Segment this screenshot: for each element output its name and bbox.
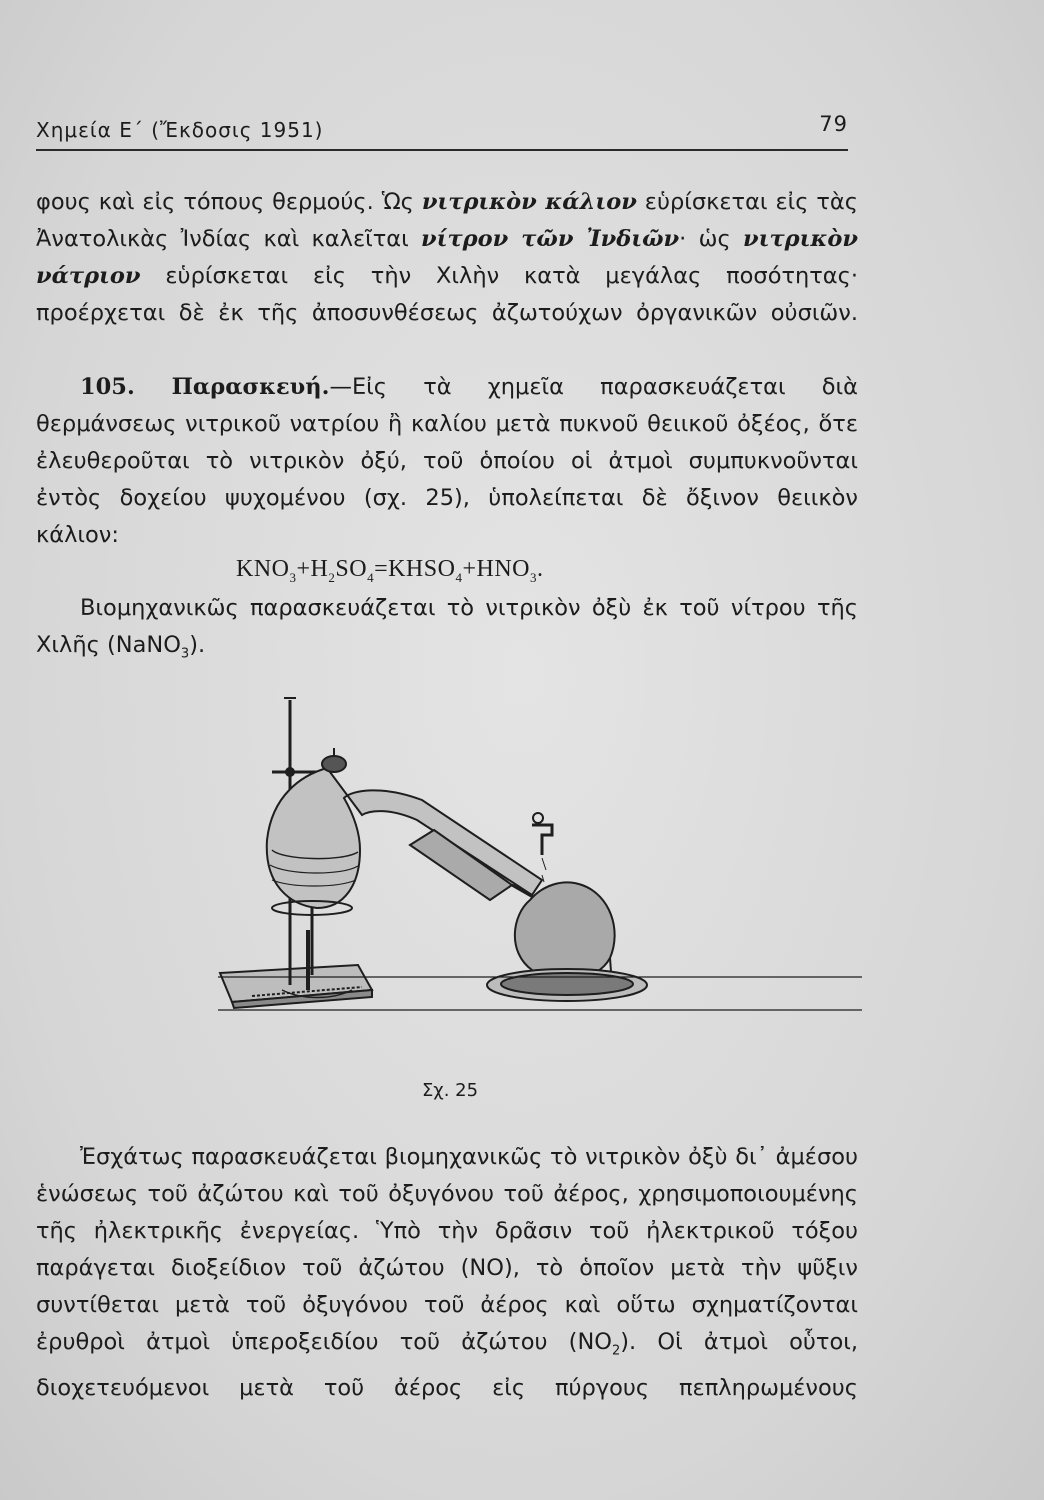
para1-text-4: εὑρίσκεται εἰς τὴν Χιλὴν κατὰ μεγάλας ποσότητας· προέρχεται δὲ ἐκ τῆς ἀποσυνθέσεως ἀζωτούχων ὀργανικῶν οὐσιῶν. [36, 263, 858, 326]
paragraph-industrial: Βιομηχανικῶς παρασκευάζεται τὸ νιτρικὸν ὀξὺ ἐκ τοῦ νίτρου τῆς Χιλῆς (NaNO$_3$). [36, 595, 858, 662]
section-105-text: —Εἰς τὰ χημεῖα παρασκευάζεται διὰ θερμάνσεως νιτρικοῦ νατρίου ἢ καλίου μετὰ πυκνοῦ θειικοῦ ὀξέος, ὅτε ἐλευθεροῦται τὸ νιτρικὸν ὀξύ, τοῦ ὁποίου οἱ ἀτμοὶ συμπυκνοῦνται ἐντὸς δοχείου ψυχομένου (σχ. 25), ὑπολείπεται δὲ ὄξινον θειικὸν κάλιον: [36, 374, 858, 548]
paragraph-electric-arc: Ἐσχάτως παρασκευάζεται βιομηχανικῶς τὸ νιτρικὸν ὀξὺ δι᾽ ἀμέσου ἑνώσεως τοῦ ἀζώτου καὶ τοῦ ὀξυγόνου τοῦ ἀέρος, χρησιμοποιουμένης τῆς ἠλεκτρικῆς ἐνεργείας. Ὑπὸ τὴν δρᾶσιν τοῦ ἠλεκτρικοῦ τόξου παράγεται διοξείδιον τοῦ ἀζώτου (NO), τὸ ὁποῖον μετὰ τὴν ψῦξιν συντίθεται μετὰ τοῦ ὀξυγόνου τοῦ ἀέρος καὶ οὕτω σχηματίζονται ἐρυθροὶ ἀτμοὶ ὑπεροξειδίου τοῦ ἀζώτου $(NO_2)$. Οἱ ἀτμοὶ οὗτοι, διοχετευόμενοι μετὰ τοῦ ἀέρος εἰς πύργους πεπληρωμένους [36, 1144, 858, 1401]
page-number: 79 [819, 112, 848, 136]
term-nitric-sodium: νιτρικὸν νάτριον [36, 226, 858, 289]
term-nitre-of-indies: νίτρον τῶν Ἰνδιῶν [421, 226, 680, 252]
water-tap [532, 825, 552, 855]
para1-text-2: εὑρίσκεται εἰς τὰς Ἀνατολικὰς Ἰνδίας καὶ καλεῖται [36, 189, 858, 252]
chemical-equation: $KNO_3+H_2SO_4=KHSO_4+HNO_3$. [236, 556, 544, 585]
header-rule [36, 149, 848, 151]
para1-text-1: φους καὶ εἰς τόπους θερμούς. Ὡς [36, 189, 422, 215]
stopper [322, 756, 346, 772]
section-heading-105: 105. Παρασκευή. [80, 374, 330, 400]
paragraph-preparation [36, 369, 858, 554]
header-title: Χημεία Ε΄ (Ἔκδοσις 1951) [36, 118, 324, 142]
running-header [36, 112, 848, 146]
figure-caption: Σχ. 25 [421, 1080, 479, 1101]
paragraph-occurrence [36, 184, 858, 332]
para1-text-3: · ὡς [679, 226, 744, 252]
distillation-apparatus-illustration [212, 690, 872, 1035]
receiving-flask [515, 882, 615, 980]
term-nitric-potassium: νιτρικὸν κάλιον [421, 189, 637, 215]
